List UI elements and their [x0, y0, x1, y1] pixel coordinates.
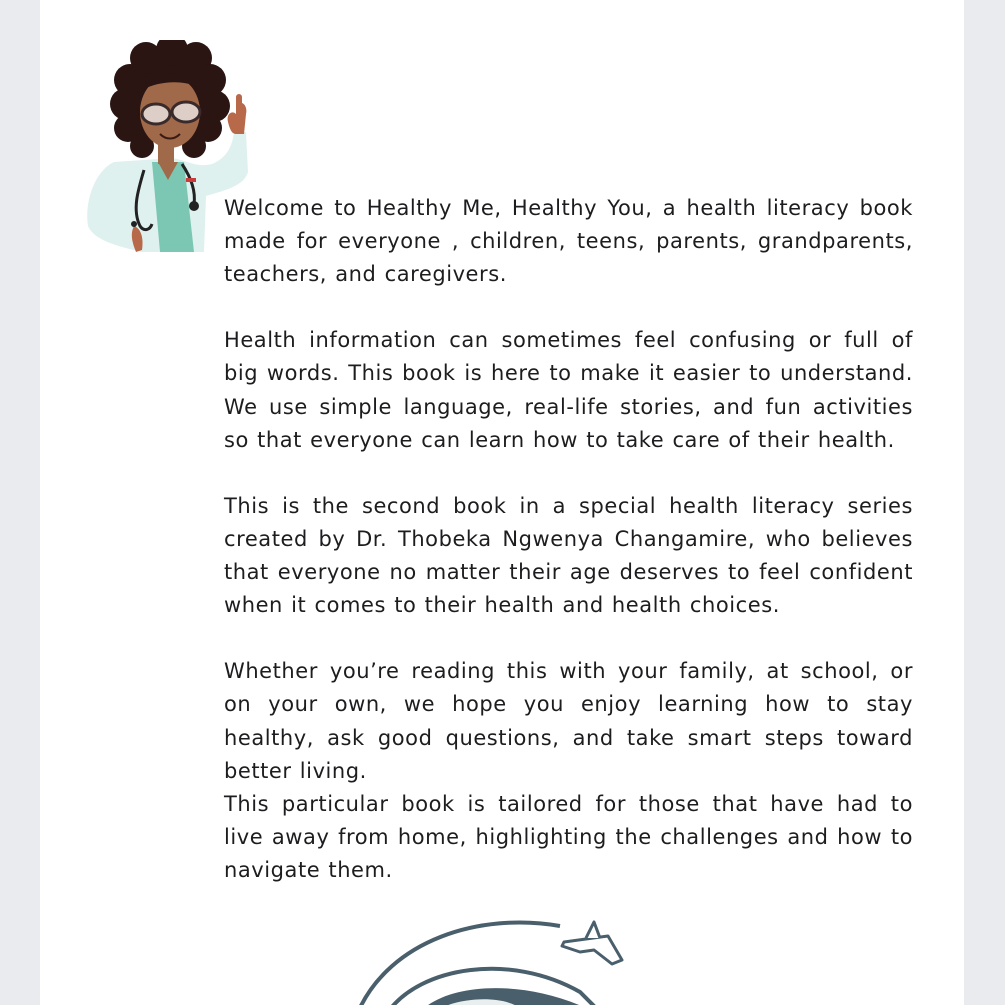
globe-airplane-illustration	[350, 912, 640, 1005]
book-page	[40, 0, 964, 1005]
paragraph-welcome: Welcome to Healthy Me, Healthy You, a health literacy book made for everyone , children, teens, parents, grandparents, teachers, and caregivers.	[224, 196, 913, 287]
paragraph-health-information: Health information can sometimes feel confusing or full of big words. This book is here to make it easier to understand. We use simple language, real-life stories, and fun activities so that everyone can learn how to take care of their health.	[224, 328, 913, 452]
paragraph-series: This is the second book in a special health literacy series created by Dr. Thobeka Ngwenya Changamire, who believes that everyone no matter their age deserves to feel confident when it comes to their health and health choices.	[224, 493, 913, 618]
intro-text	[224, 192, 913, 887]
paragraph-this-particular-book: This particular book is tailored for those that have had to live away from home, highlighting the challenges and how to navigate them.	[224, 791, 913, 882]
paragraph-whether-reading: Whether you’re reading this with your family, at school, or on your own, we hope you enjoy learning how to stay healthy, ask good questions, and take smart steps toward better living.	[224, 659, 913, 783]
